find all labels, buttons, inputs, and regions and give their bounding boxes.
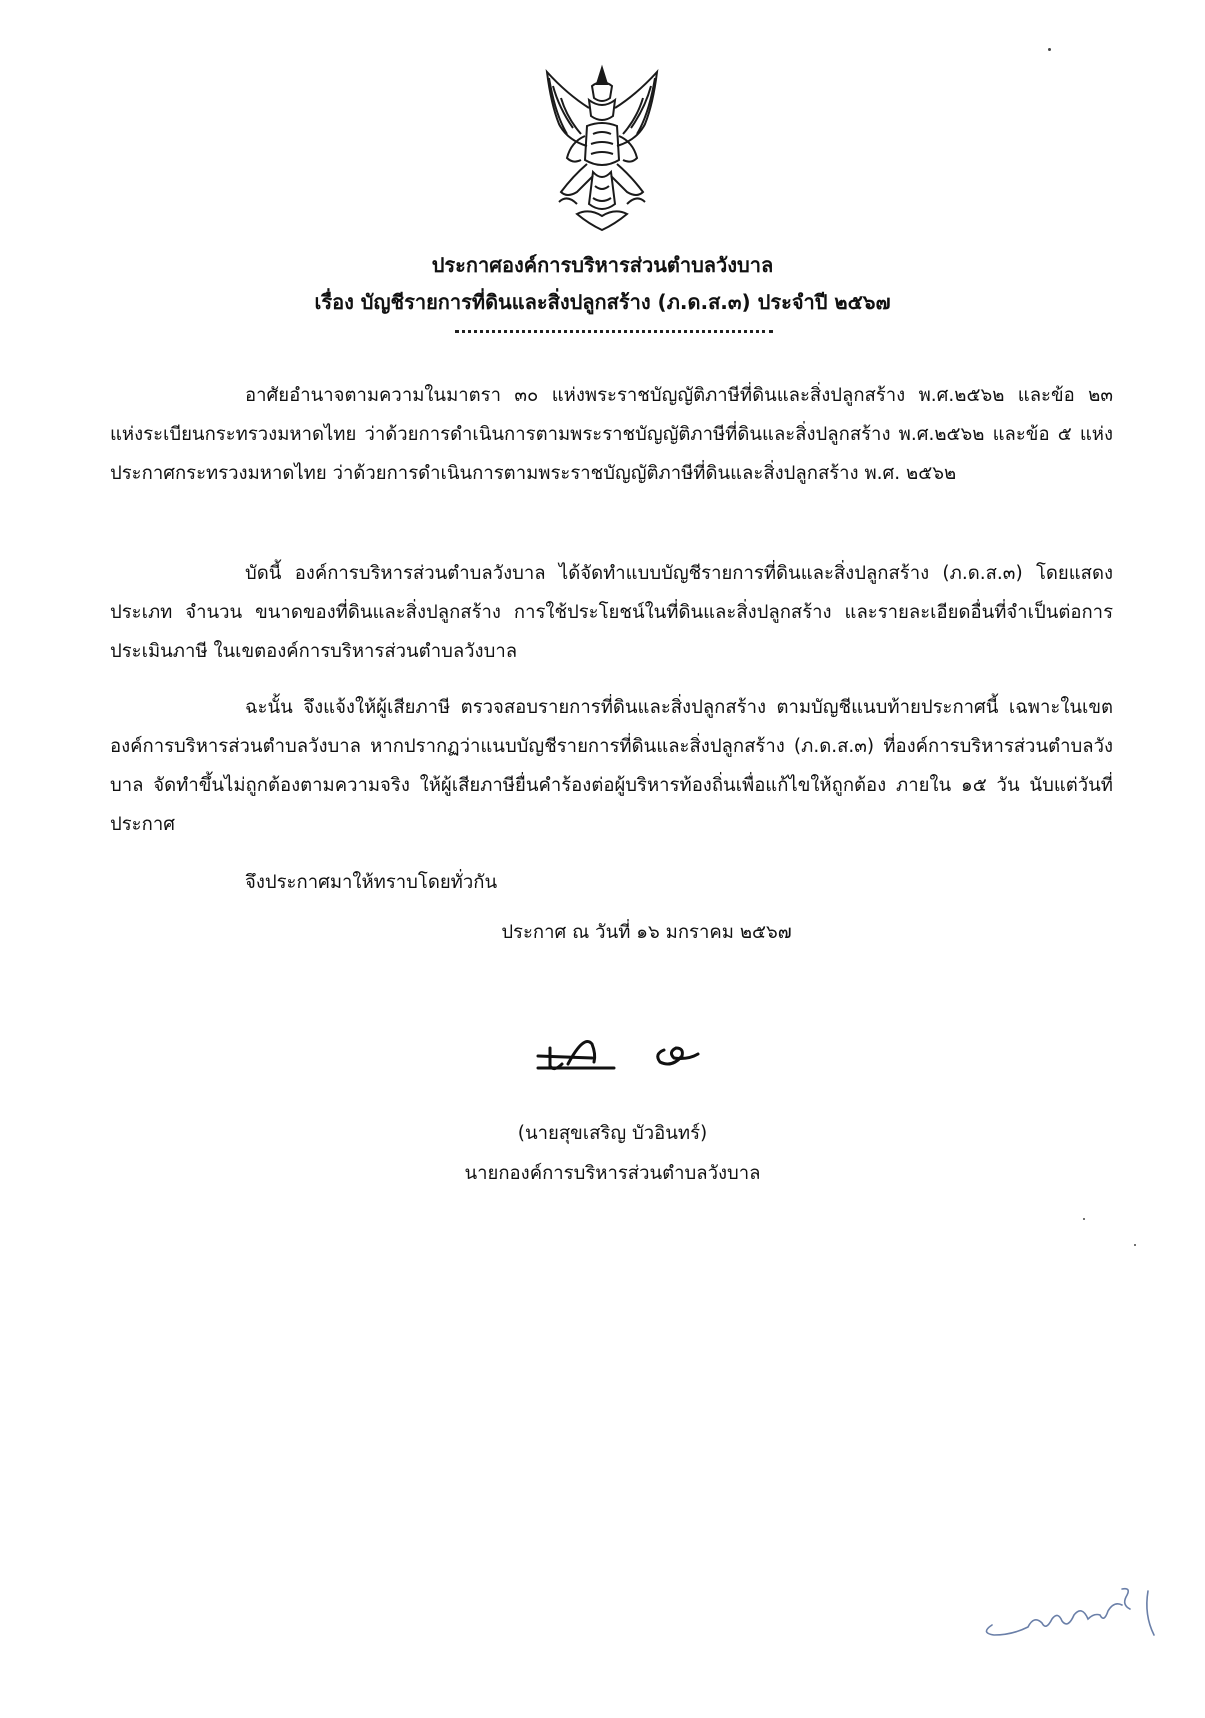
paragraph-announcement: บัดนี้ องค์การบริหารส่วนตำบลวังบาล ได้จัดทำแบบบัญชีรายการที่ดินและสิ่งปลูกสร้าง (ภ.ด.ส.๓) โดยแสดงประเภท จำนวน ขนาดของที่ดินและสิ่งปลูกสร้าง การใช้ประโยชน์ในที่ดินและสิ่งปลูกสร้าง และรายละเอียดอื่นที่จำเป็นต่อการประเมินภาษี ในเขตองค์การบริหารส่วนตำบลวังบาล [110, 563, 1113, 662]
scan-speck [1083, 1218, 1085, 1220]
handwritten-initials-icon [972, 1575, 1172, 1645]
paragraph-closing: จึงประกาศมาให้ทราบโดยทั่วกัน [245, 872, 498, 893]
scan-speck [1048, 48, 1051, 51]
announcement-title: ประกาศองค์การบริหารส่วนตำบลวังบาล [431, 253, 774, 277]
paragraph-legal-basis: อาศัยอำนาจตามความในมาตรา ๓๐ แห่งพระราชบัญญัติภาษีที่ดินและสิ่งปลูกสร้าง พ.ศ.๒๕๖๒ และข้อ ๒๓ แห่งระเบียนกระทรวงมหาดไทย ว่าด้วยการดำเนินการตามพระราชบัญญัติภาษีที่ดินและสิ่งปลูกสร้าง พ.ศ.๒๕๖๒ และข้อ ๕ แห่งประกาศกระทรวงมหาดไทย ว่าด้วยการดำเนินการตามพระราชบัญญัติภาษีที่ดินและสิ่งปลูกสร้าง พ.ศ. ๒๕๖๒ [110, 385, 1113, 484]
paragraph-instructions: ฉะนั้น จึงแจ้งให้ผู้เสียภาษี ตรวจสอบรายการที่ดินและสิ่งปลูกสร้าง ตามบัญชีแนบท้ายประกาศนี้ เฉพาะในเขตองค์การบริหารส่วนตำบลวังบาล หากปรากฏว่าแนบบัญชีรายการที่ดินและสิ่งปลูกสร้าง (ภ.ด.ส.๓) ที่องค์การบริหารส่วนตำบลวังบาล จัดทำขึ้นไม่ถูกต้องตามความจริง ให้ผู้เสียภาษียื่นคำร้องต่อผู้บริหารท้องถิ่นเพื่อแก้ไขให้ถูกต้อง ภายใน ๑๕ วัน นับแต่วันที่ประกาศ [110, 697, 1113, 835]
dotted-divider [455, 330, 773, 333]
signer-name: (นายสุขเสริญ บัวอินทร์) [517, 1123, 708, 1144]
signer-position: นายกองค์การบริหารส่วนตำบลวังบาล [464, 1163, 761, 1184]
garuda-emblem-icon [537, 64, 667, 236]
announcement-date: ประกาศ ณ วันที่ ๑๖ มกราคม ๒๕๖๗ [501, 922, 792, 943]
announcement-subject: เรื่อง บัญชีรายการที่ดินและสิ่งปลูกสร้าง (ภ.ด.ส.๓) ประจำปี ๒๕๖๗ [314, 290, 891, 314]
handwritten-signature-icon [532, 1020, 732, 1080]
scan-speck [1134, 1244, 1136, 1246]
